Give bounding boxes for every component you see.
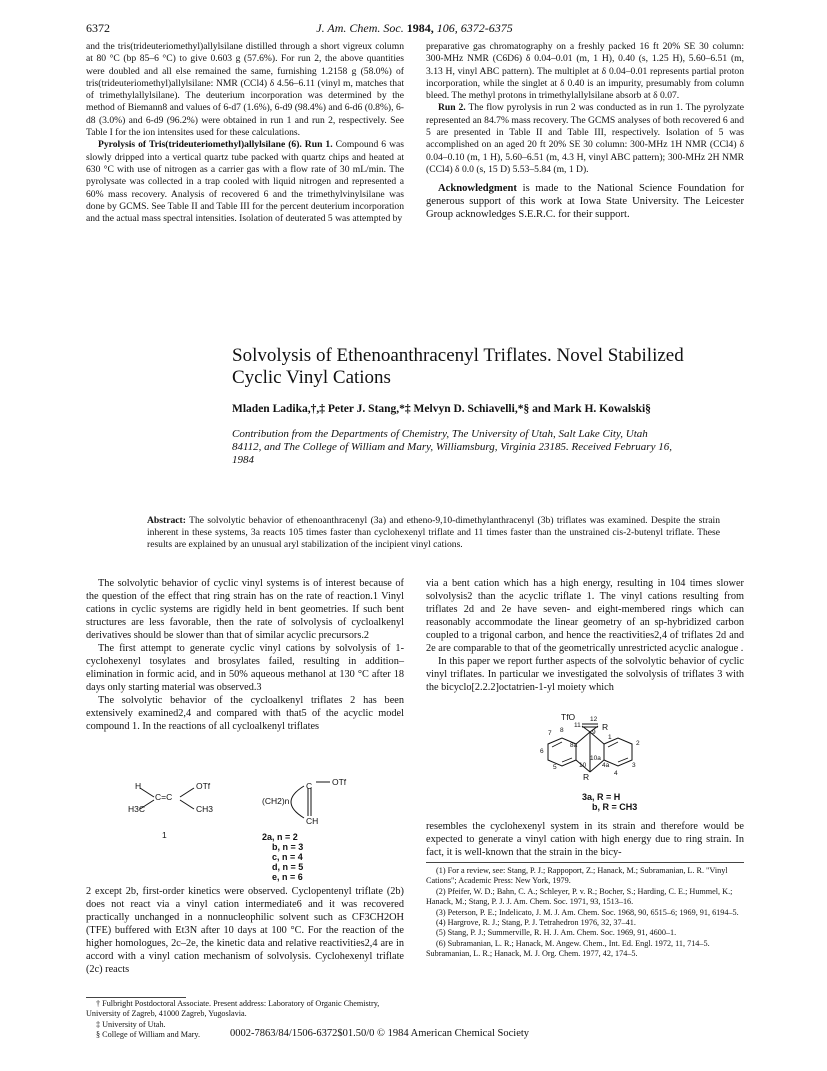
s3-pos-1: 1 xyxy=(608,734,612,741)
body-right-column-continued xyxy=(426,820,744,859)
footnote-double-dagger: ‡ University of Utah. xyxy=(96,1019,166,1029)
s3-pos-3: 3 xyxy=(632,762,636,769)
s1-ch3-label: CH3 xyxy=(196,804,214,814)
s2-ring-label: (CH2)n xyxy=(262,796,290,806)
article-title-line-1: Solvolysis of Ethenoanthracenyl Triflates. Novel Stabilized xyxy=(232,345,684,366)
body-right-paragraph-1: via a bent cation which has a high energy, resulting in 104 times slower solvolysis2 than the acyclic triflate 1. The vinyl cations resulting from triflates 2d and 2e have seven- and eight-membered rings which can reasonably accommodate the linear geometry of an sp-hybridized carbon coupled to a trigonal carbon, and hence the reactivities2,4 of triflates 2d and 2e are comparable to that of the geometrically unrestricted acyclic analogue . xyxy=(426,578,744,654)
journal-vol-pages: 106, 6372-6375 xyxy=(436,21,513,35)
prev-right-paragraph-2 xyxy=(426,102,744,176)
s1-h-label: H xyxy=(135,781,142,791)
s3-pos-8: 8 xyxy=(560,727,564,734)
body-left-paragraph-4: 2 except 2b, first-order kinetics were observed. Cyclopentenyl triflate (2b) does not react via a vinyl cation intermediate6 and it was recovered practically unchanged in a nonnucleophilic solvent such as CF3CH2OH (TFE) buffered with Et3N after 10 days at 100 °C. For the reaction of the higher homologues, 2c–2e, the kinetic data and relative reactivities2,4 are in accord with a vinyl cation mechanism of solvolysis. Cyclohexenyl triflate (2c) reacts xyxy=(86,886,404,975)
article-title-line-2: Cyclic Vinyl Cations xyxy=(232,367,391,388)
reference-rule xyxy=(426,862,744,863)
s3-pos-10a: 10a xyxy=(590,755,601,762)
article-authors: Mladen Ladika,†,‡ Peter J. Stang,*‡ Melvyn D. Schiavelli,*§ and Mark H. Kowalski§ xyxy=(232,403,651,415)
reference-6: (6) Subramanian, L. R.; Hanack, M. Angew. Chem., Int. Ed. Engl. 1972, 11, 714–5. Subramanian, L. R.; Hanack, M. J. Org. Chem. 1977, 42, 174–5. xyxy=(426,938,710,959)
acknowledgment-text: is made to the National Science Foundation for generous support of this work at Iowa State University. The Leicester Group acknowledges S.E.R.C. for their support. xyxy=(426,183,745,221)
s2-a-label: 2a, n = 2 xyxy=(262,832,298,842)
s3-a-label: 3a, R = H xyxy=(582,792,621,802)
reference-4: (4) Hargrove, R. J.; Stang, P. J. Tetrahedron 1976, 32, 37–41. xyxy=(436,918,636,928)
reference-2: (2) Pfeifer, W. D.; Bahn, C. A.; Schleyer, P. v. R.; Bocher, S.; Harding, C. E.; Hummel, K.; Hanack, M.; Stang, P. J. J. Am. Chem. Soc. 1971, 93, 1513–16. xyxy=(426,886,733,907)
s3-pos-2: 2 xyxy=(636,740,640,747)
s2-ch-label: CH xyxy=(306,816,319,826)
article-affiliation: Contribution from the Departments of Chemistry, The University of Utah, Salt Lake City, Utah 84112, and The College of William and Mary, Williamsburg, Virginia 23185. Received February 16, 1984 xyxy=(232,428,672,466)
article-abstract xyxy=(147,515,720,551)
body-left-paragraph-1: The solvolytic behavior of cyclic vinyl systems is of interest because of the question of the effect that ring strain has on the rate of reaction.1 Vinyl cations in cyclic systems are rigidly held in bent geometries. If such bent structures are less favorable, then the rate of solvolysis of cycloalkenyl derivatives should be slower than that of similar acyclic precursors.2 xyxy=(86,578,404,641)
body-left-paragraph-3: The solvolytic behavior of the cycloalkenyl triflates 2 has been extensively examined2,4 and compared with that5 of the acyclic model compound 1. In the reactions of all cycloalkenyl triflates xyxy=(86,695,404,732)
body-left-column-continued xyxy=(86,885,404,976)
structures-1-2-drawing xyxy=(118,778,388,860)
body-left-column xyxy=(86,577,404,733)
abstract-text: The solvolytic behavior of ethenoanthracenyl (3a) and etheno-9,10-dimethylanthracenyl (3b) triflates was examined. Despite the strain inherent in these systems, 3a reacts 105 times faster than cyclohexenyl triflate and 11 times faster than the unstrained cis-2-butenyl triflate. These results are explained by an unusual aryl stabilization of the incipient vinyl cations. xyxy=(147,515,720,550)
prev-right-paragraph-2-head: Run 2. xyxy=(438,102,466,114)
article-title xyxy=(232,345,752,389)
acknowledgment xyxy=(426,182,744,221)
s2-c-label: C xyxy=(306,781,313,791)
prev-left-paragraph-1: and the tris(trideuteriomethyl)allylsilane distilled through a short vigreux column at 80 °C (bp 85–6 °C) to give 0.603 g (57.6%). For run 2, the above quantities were doubled and all else remained the same, furnishing 1.2158 g (58.0%) of tris(trideuteriomethyl)allylsilane: NMR (CCl4) δ 4.56–6.11 (vinyl m, matches that of trimethylallylsilane). The deuterium incorporation was determined by the method of Biemann8 and values of 6-d7 (1.6%), 6-d9 (98.4%) and 6-d6 (0.8%), 6-d8 (3.0%) and 6-d9 (96.2%) were obtained in run 1 and run 2, respectively. See Table I for the ion intensites used for these calculations. xyxy=(86,41,404,139)
body-left-paragraph-2: The first attempt to generate cyclic vinyl cations by solvolysis of 1-cyclohexenyl tosylates and brosylates failed, resulting in addition–elimination in formic acid, and in 50% aqueous methanol at 130 °C after 18 days only starting material was observed.3 xyxy=(86,643,404,693)
prev-article-left-column xyxy=(86,41,404,225)
journal-citation xyxy=(86,21,743,36)
acknowledgment-head: Acknowledgment xyxy=(438,183,517,195)
s1-h3c-label: H3C xyxy=(128,804,146,814)
s3-pos-10: 10 xyxy=(579,762,587,769)
page-number: 6372 xyxy=(86,21,110,35)
s2-d-label: d, n = 5 xyxy=(272,862,304,872)
footnote-dagger: † Fulbright Postdoctoral Associate. Present address: Laboratory of Organic Chemistry, University of Zagreb, 41000 Zagreb, Yugoslavia. xyxy=(86,999,380,1019)
reference-3: (3) Peterson, P. E.; Indelicato, J. M. J. Am. Chem. Soc. 1968, 90, 6515–6; 1969, 91, 6194–5. xyxy=(436,907,739,917)
prev-article-right-column xyxy=(426,41,744,221)
prev-left-paragraph-2-head: Pyrolysis of Tris(trideuteriomethyl)allylsilane (6). Run 1. xyxy=(98,139,333,151)
running-header xyxy=(86,21,743,37)
journal-name: J. Am. Chem. Soc. xyxy=(316,21,404,35)
journal-year: 1984, xyxy=(406,21,434,35)
body-right-column xyxy=(426,577,744,694)
s3-pos-11: 11 xyxy=(574,722,581,729)
left-footnote-rule xyxy=(86,997,186,998)
body-right-paragraph-2: In this paper we report further aspects of the solvolytic behavior of cyclic vinyl triflates. In particular we investigated the solvolysis of triflates 3 with the bicyclo[2.2.2]octatrien-1-yl moiety which xyxy=(426,656,744,693)
s3-pos-8a: 8a xyxy=(570,742,578,749)
prev-right-paragraph-2-text: The flow pyrolysis in run 2 was conducted as in run 1. The pyrolyzate represented an 84.7% mass recovery. The GCMS analyses of both recovered 6 and 5 are presented in Table II and Table III, respectively. Isolation of 5 was accomplished on an aged 20 ft 20% SE 30 column: 300-MHz 1H NMR (CCl4) δ 0.04–0.10 (m, 1 H), 5.60–6.51 (m, 4.3 H, vinyl ABC pattern); 300-MHz 2H NMR (CCl4) δ 0.0 (s, 15 D) 5.53–5.84 (m, 1 D). xyxy=(426,102,744,175)
s2-e-label: e, n = 6 xyxy=(272,872,303,882)
s3-pos-9: 9 xyxy=(592,729,596,736)
s3-pos-7: 7 xyxy=(548,730,552,737)
s1-number: 1 xyxy=(162,830,167,840)
s3-pos-4a: 4a xyxy=(602,762,610,769)
s3-tfo-label: TfO xyxy=(561,712,576,722)
s3-pos-4: 4 xyxy=(614,770,618,777)
s3-r-top-label: R xyxy=(602,722,609,732)
body-right-paragraph-3: resembles the cyclohexenyl system in its strain and therefore would be expected to generate a vinyl cation with high energy due to ring strain. In fact, it is well-known that the strain in the bicy- xyxy=(426,821,744,858)
reference-5: (5) Stang, P. J.; Summerville, R. H. J. Am. Chem. Soc. 1969, 91, 4600–1. xyxy=(436,928,677,938)
footnote-section: § College of William and Mary. xyxy=(96,1030,201,1040)
prev-left-paragraph-2-text: Compound 6 was slowly dripped into a vertical quartz tube packed with quartz chips and heated at 630 °C with use of nitrogen as a carrier gas with a flow rate of 30 mL/min. The pyrolysate was collected in a trap cooled with liquid nitrogen and represented a 60% mass recovery. Analysis of recovered 6 and the trimethylvinylsilane was done by GCMS. See Table II and Table III for the percent deuterium incorporation and the actual mass spectral intensities. Isolation of deuterated 5 was attempted by xyxy=(86,139,404,225)
s2-otf-label: OTf xyxy=(332,777,347,787)
s3-pos-12: 12 xyxy=(590,716,598,723)
s3-b-label: b, R = CH3 xyxy=(592,802,638,812)
page-footer: 0002-7863/84/1506-6372$01.50/0 © 1984 American Chemical Society xyxy=(230,1028,530,1039)
reference-1: (1) For a review, see: Stang, P. J.; Rappoport, Z.; Hanack, M.; Subramanian, L. R. "Vinyl Cations"; Academic Press: New York, 1979. xyxy=(426,866,728,886)
references xyxy=(426,866,744,960)
s2-c-series-label: c, n = 4 xyxy=(272,852,303,862)
s1-otf-label: OTf xyxy=(196,781,211,791)
prev-left-paragraph-2 xyxy=(86,139,404,225)
s1-cc-label: C=C xyxy=(155,792,173,802)
s3-pos-5: 5 xyxy=(553,764,557,771)
s3-r-bottom-label: R xyxy=(583,772,590,782)
abstract-head: Abstract: xyxy=(147,515,186,526)
s3-pos-6: 6 xyxy=(540,748,544,755)
s2-b-label: b, n = 3 xyxy=(272,842,304,852)
prev-right-paragraph-1: preparative gas chromatography on a freshly packed 16 ft 20% SE 30 column: 300-MHz NMR (C6D6) δ 0.04–0.01 (m, 1 H), 0.40 (s, 1.25 H), 5.60–6.51 (m, 3.13 H, vinyl ABC pattern). The multiplet at δ 0.04–0.01 represents partial proton incorporation, while the singlet at δ 0.40 is an impurity, presumably from column bleed. The methyl protons in trimethylallylsilane absorb at δ 0.07. xyxy=(426,41,744,102)
